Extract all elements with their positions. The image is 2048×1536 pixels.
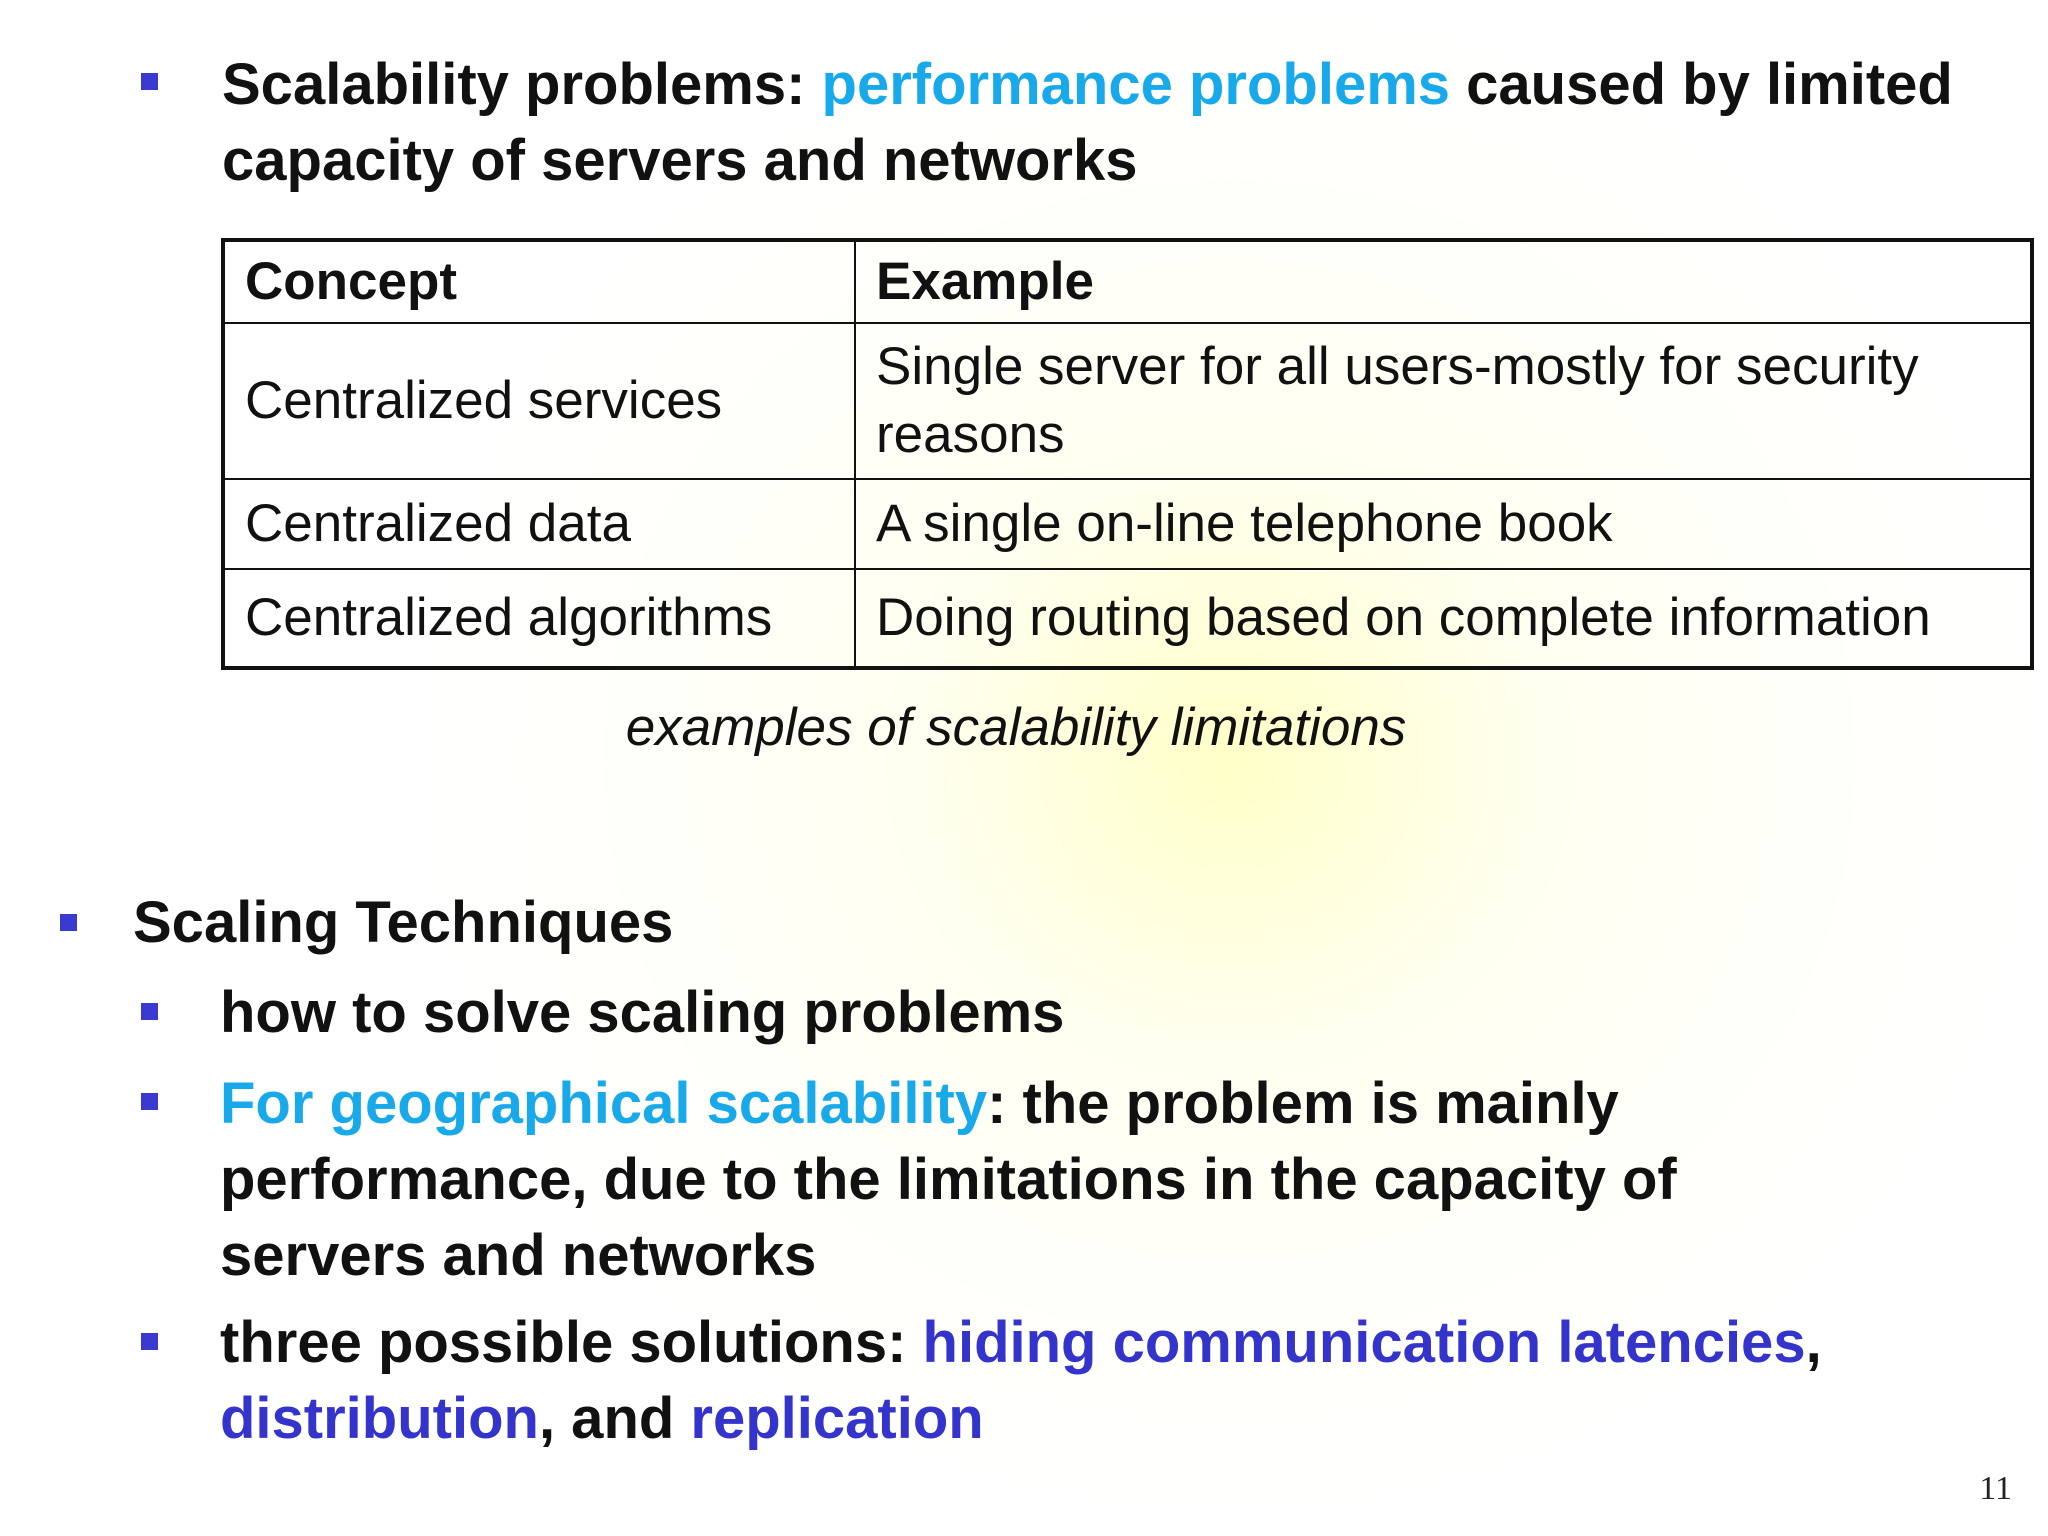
geographical-highlight: For geographical scalability	[220, 1071, 988, 1136]
cell-example: Doing routing based on complete information	[855, 569, 2032, 668]
cell-concept: Centralized services	[223, 323, 855, 479]
solution-hiding-latencies: hiding communication latencies	[922, 1310, 1806, 1375]
table-row	[223, 569, 2032, 668]
scaling-subpoint-geographical	[220, 1066, 1840, 1294]
point-highlight: performance problems	[821, 52, 1451, 117]
scalability-limitations-table	[221, 238, 2034, 670]
solution-replication: replication	[690, 1386, 984, 1451]
point-rest: caused by limited capacity of servers and networks	[222, 52, 1953, 193]
cell-example: Single server for all users-mostly for security reasons	[855, 323, 2032, 479]
square-bullet-icon	[141, 1093, 158, 1110]
square-bullet-icon	[60, 914, 77, 931]
square-bullet-icon	[141, 1003, 158, 1020]
scaling-subpoint-solutions	[220, 1305, 2010, 1457]
square-bullet-icon	[141, 1333, 158, 1350]
scaling-subpoint-how-to-solve: how to solve scaling problems	[220, 980, 1065, 1045]
table-header-row	[223, 240, 2032, 323]
column-header-concept: Concept	[223, 240, 855, 323]
scalability-problems-point	[222, 47, 1982, 199]
square-bullet-icon	[141, 73, 158, 90]
scaling-techniques-title: Scaling Techniques	[133, 890, 674, 955]
table-row	[223, 323, 2032, 479]
solutions-separator: ,	[1805, 1310, 1822, 1375]
table-row	[223, 479, 2032, 569]
point-lead: Scalability problems:	[222, 52, 822, 117]
page-number: 11	[1979, 1470, 2012, 1507]
table-caption: examples of scalability limitations	[625, 698, 1407, 757]
cell-concept: Centralized algorithms	[223, 569, 855, 668]
geographical-rest: : the problem is mainly performance, due to the limitations in the capacity of servers and networks	[220, 1071, 1677, 1288]
cell-concept: Centralized data	[223, 479, 855, 569]
solution-distribution: distribution	[220, 1386, 539, 1451]
solutions-lead: three possible solutions:	[220, 1310, 923, 1375]
cell-example: A single on-line telephone book	[855, 479, 2032, 569]
column-header-example: Example	[855, 240, 2032, 323]
solutions-separator: , and	[538, 1386, 691, 1451]
